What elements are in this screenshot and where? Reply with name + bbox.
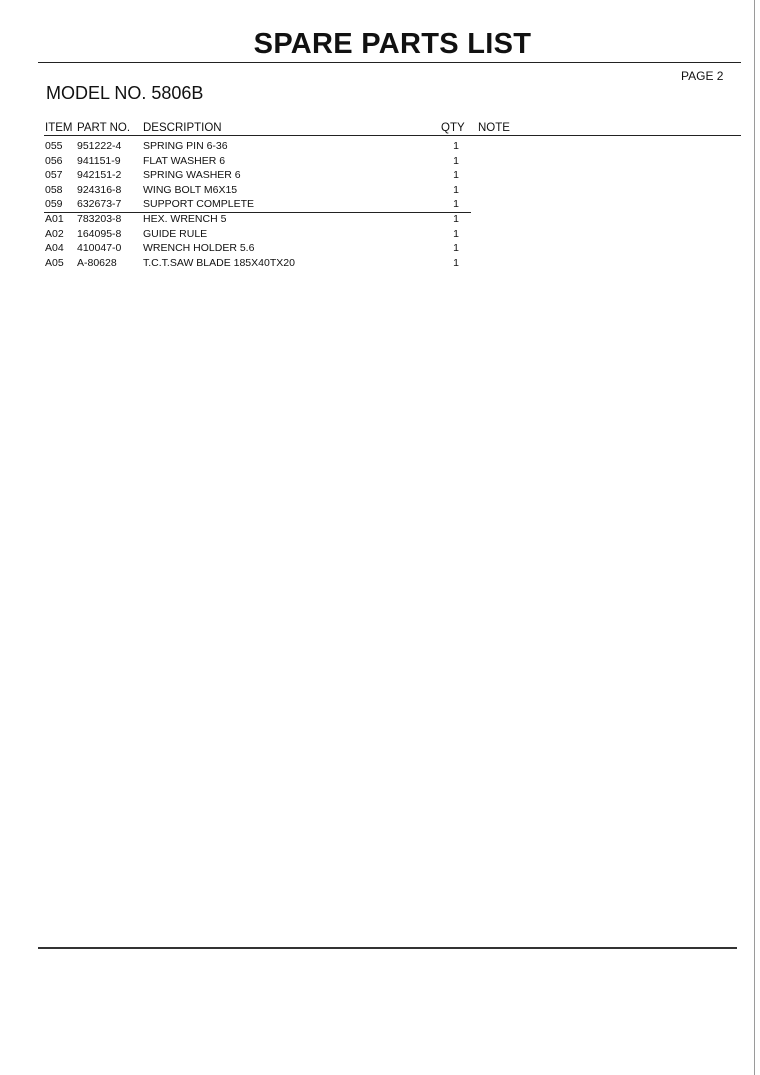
table-row [0,155,760,169]
model-number: MODEL NO. 5806B [46,83,204,103]
cell-qty: 1 [453,213,459,225]
cell-part-no: A-80628 [77,257,117,269]
page-number: PAGE 2 [681,69,724,83]
table-row [0,228,760,242]
cell-item: A05 [45,257,64,269]
cell-description: SPRING WASHER 6 [143,169,241,181]
title-underline [38,62,741,63]
cell-item: A04 [45,242,64,254]
cell-item: 057 [45,169,63,181]
footer-rule [38,947,737,949]
cell-description: WRENCH HOLDER 5.6 [143,242,255,254]
table-row [0,213,760,227]
column-header-qty: QTY [441,122,465,134]
cell-description: SUPPORT COMPLETE [143,198,255,210]
cell-qty: 1 [453,257,459,269]
cell-description: HEX. WRENCH 5 [143,213,227,225]
table-row [0,198,760,212]
table-row [0,169,760,183]
table-row [0,184,760,198]
table-row [0,140,760,154]
column-header-description: DESCRIPTION [143,122,222,134]
column-header-part-no: PART NO. [77,122,131,134]
cell-qty: 1 [453,169,459,181]
cell-qty: 1 [453,155,459,167]
cell-description: SPRING PIN 6-36 [143,140,228,152]
cell-description: T.C.T.SAW BLADE 185X40TX20 [143,257,295,269]
cell-qty: 1 [453,140,459,152]
table-row [0,242,760,256]
cell-qty: 1 [453,184,459,196]
cell-part-no: 941151-9 [77,155,121,167]
table-row [0,257,760,271]
header-rule [44,135,741,136]
cell-part-no: 632673-7 [77,198,122,210]
cell-part-no: 942151-2 [77,169,122,181]
cell-part-no: 924316-8 [77,184,122,196]
cell-part-no: 410047-0 [77,242,122,254]
column-header-note: NOTE [478,122,510,134]
cell-item: 058 [45,184,63,196]
cell-qty: 1 [453,242,459,254]
cell-part-no: 164095-8 [77,228,122,240]
cell-item: 055 [45,140,63,152]
cell-part-no: 783203-8 [77,213,122,225]
cell-description: WING BOLT M6X15 [143,184,238,196]
column-header-item: ITEM [45,122,73,134]
cell-qty: 1 [453,198,459,210]
cell-item: 059 [45,198,63,210]
cell-part-no: 951222-4 [77,140,122,152]
cell-item: A01 [45,213,64,225]
cell-item: 056 [45,155,63,167]
cell-description: FLAT WASHER 6 [143,155,226,167]
page-title: SPARE PARTS LIST [253,28,532,60]
cell-qty: 1 [453,228,459,240]
cell-description: GUIDE RULE [143,228,208,240]
cell-item: A02 [45,228,64,240]
